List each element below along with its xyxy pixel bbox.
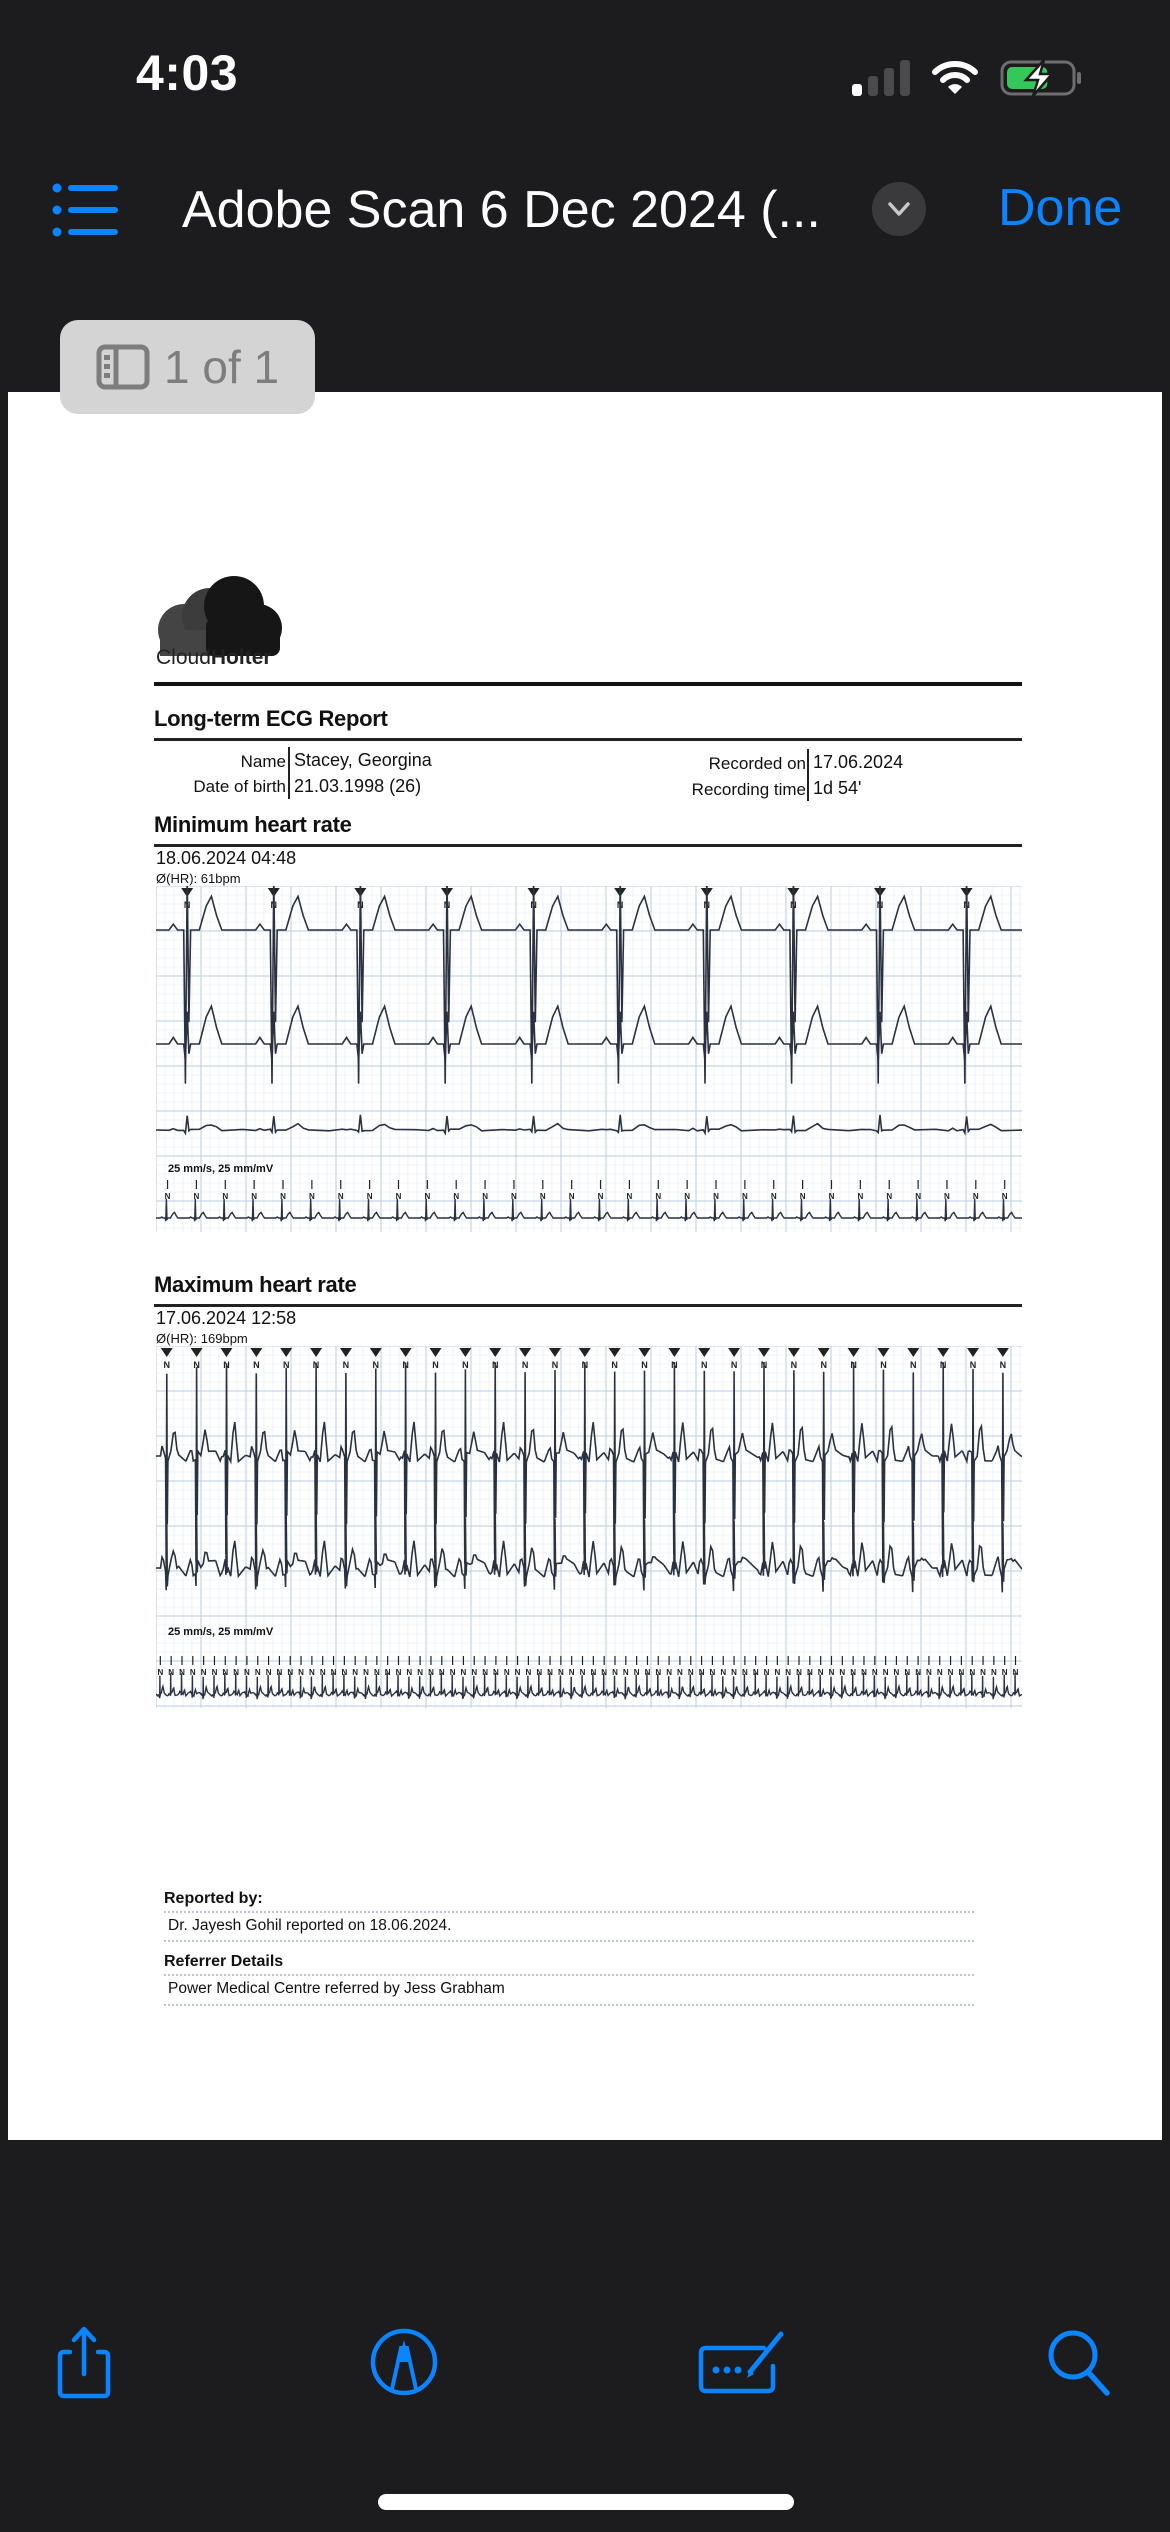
rhythm-beat-label: N bbox=[1001, 1192, 1008, 1201]
rhythm-beat-label: N bbox=[157, 1668, 164, 1677]
rhythm-beat-label: N bbox=[482, 1668, 488, 1677]
page-indicator[interactable] bbox=[60, 320, 315, 414]
beat-marker bbox=[220, 1348, 232, 1357]
beat-label: N bbox=[163, 1360, 171, 1370]
reported-by-label: Reported by: bbox=[164, 1890, 263, 1907]
rhythm-beat-label: N bbox=[958, 1668, 965, 1677]
rhythm-beat-label: N bbox=[280, 1192, 286, 1201]
rhythm-beat-label: N bbox=[200, 1668, 207, 1677]
rhythm-beat-label: N bbox=[428, 1668, 434, 1677]
signature-icon bbox=[696, 2326, 792, 2398]
rhythm-beat-label: N bbox=[424, 1192, 431, 1201]
rhythm-beat-label: N bbox=[482, 1192, 488, 1201]
rhythm-beat-label: N bbox=[644, 1668, 651, 1677]
markup-button[interactable] bbox=[364, 2322, 444, 2402]
rhythm-beat-label: N bbox=[1001, 1668, 1008, 1677]
document-page[interactable] bbox=[8, 392, 1162, 2140]
rhythm-beat-label: N bbox=[839, 1668, 846, 1677]
rhythm-beat-label: N bbox=[308, 1192, 315, 1201]
rhythm-beat-label: N bbox=[677, 1668, 683, 1677]
dob-label: Date of birth bbox=[193, 777, 286, 796]
rhythm-beat-label: N bbox=[557, 1668, 564, 1677]
beat-marker bbox=[549, 1348, 561, 1357]
beat-label: N bbox=[850, 1360, 857, 1370]
rhythm-beat-label: N bbox=[720, 1668, 727, 1677]
beat-label: N bbox=[880, 1360, 887, 1370]
rhythm-beat-label: N bbox=[655, 1192, 662, 1201]
rhythm-beat-label: N bbox=[741, 1192, 748, 1201]
beat-marker bbox=[489, 1348, 501, 1357]
referrer-label: Referrer Details bbox=[164, 1953, 284, 1970]
rhythm-beat-label: N bbox=[763, 1668, 770, 1677]
rhythm-beat-label: N bbox=[265, 1668, 272, 1677]
rhythm-beat-label: N bbox=[233, 1668, 239, 1677]
beat-marker bbox=[161, 1348, 173, 1357]
beat-marker bbox=[310, 1348, 322, 1357]
rhythm-beat-label: N bbox=[179, 1668, 185, 1677]
beat-label: N bbox=[193, 1360, 200, 1370]
rhythm-beat-label: N bbox=[460, 1668, 467, 1677]
recorded-on-label: Recorded on bbox=[708, 754, 806, 773]
beat-label: N bbox=[969, 1360, 977, 1370]
rhythm-beat-label: N bbox=[287, 1668, 294, 1677]
beat-marker bbox=[579, 1348, 591, 1357]
rhythm-beat-label: N bbox=[893, 1668, 900, 1677]
beat-label: N bbox=[910, 1360, 917, 1370]
beat-label: N bbox=[820, 1360, 827, 1370]
rhythm-beat-label: N bbox=[687, 1668, 694, 1677]
max-hr-ecg-strip bbox=[156, 1346, 1022, 1708]
beat-label: N bbox=[462, 1360, 469, 1370]
max-hr-scale: 25 mm/s, 25 mm/mV bbox=[168, 1626, 274, 1638]
min-hr-ecg-strip bbox=[156, 886, 1022, 1232]
ecg-grid bbox=[156, 886, 1022, 1232]
beat-marker bbox=[907, 1348, 919, 1357]
rhythm-beat-label: N bbox=[568, 1192, 575, 1201]
rhythm-beat-label: N bbox=[539, 1192, 546, 1201]
done-button[interactable]: Done bbox=[998, 179, 1123, 237]
rhythm-beat-label: N bbox=[514, 1668, 521, 1677]
rhythm-beat-label: N bbox=[622, 1668, 629, 1677]
rhythm-beat-label: N bbox=[796, 1668, 802, 1677]
cellular-signal-icon bbox=[852, 60, 910, 96]
rhythm-beat-label: N bbox=[633, 1668, 640, 1677]
search-button[interactable] bbox=[1040, 2322, 1120, 2402]
rhythm-beat-label: N bbox=[406, 1668, 413, 1677]
rhythm-beat-label: N bbox=[511, 1192, 517, 1201]
brand-bold: Holter bbox=[210, 646, 272, 669]
rhythm-beat-label: N bbox=[373, 1668, 380, 1677]
beat-label: N bbox=[671, 1360, 678, 1370]
ecg-lead-trace-2 bbox=[156, 1507, 1022, 1592]
divider bbox=[164, 1911, 974, 1913]
report-title: Long-term ECG Report bbox=[154, 706, 388, 731]
rhythm-beat-label: N bbox=[341, 1668, 348, 1677]
rhythm-beat-label: N bbox=[568, 1668, 575, 1677]
rhythm-beat-label: N bbox=[936, 1668, 943, 1677]
beat-label: N bbox=[963, 900, 970, 910]
rhythm-beat-label: N bbox=[972, 1192, 979, 1201]
rhythm-beat-label: N bbox=[817, 1668, 824, 1677]
rhythm-beat-label: N bbox=[980, 1668, 986, 1677]
rhythm-beat-label: N bbox=[990, 1668, 997, 1677]
rhythm-beat-label: N bbox=[915, 1192, 921, 1201]
beat-label: N bbox=[703, 900, 711, 910]
status-icons bbox=[852, 56, 1084, 100]
rhythm-beat-label: N bbox=[926, 1668, 932, 1677]
beat-label: N bbox=[790, 1360, 798, 1370]
rhythm-beat-label: N bbox=[438, 1668, 445, 1677]
beat-marker bbox=[430, 1348, 442, 1357]
rhythm-beat-label: N bbox=[319, 1668, 326, 1677]
rhythm-beat-label: N bbox=[904, 1668, 911, 1677]
rhythm-beat-label: N bbox=[626, 1192, 633, 1201]
beat-marker bbox=[370, 1348, 382, 1357]
beat-label: N bbox=[641, 1360, 648, 1370]
rhythm-beat-label: N bbox=[211, 1668, 218, 1677]
sidebar-icon bbox=[96, 344, 150, 390]
rhythm-beat-label: N bbox=[915, 1668, 921, 1677]
min-hr-heading: Minimum heart rate bbox=[154, 812, 352, 837]
beat-label: N bbox=[357, 900, 364, 910]
recorded-on-value: 17.06.2024 bbox=[807, 749, 903, 775]
wifi-icon bbox=[932, 60, 978, 96]
beat-marker bbox=[877, 1348, 889, 1357]
beat-label: N bbox=[432, 1360, 439, 1370]
rhythm-beat-label: N bbox=[244, 1668, 250, 1677]
beat-marker bbox=[519, 1348, 531, 1357]
beat-marker bbox=[728, 1348, 740, 1357]
beat-marker bbox=[698, 1348, 710, 1357]
rhythm-beat-label: N bbox=[601, 1668, 608, 1677]
dob-value: 21.03.1998 (26) bbox=[288, 773, 421, 799]
list-icon bbox=[52, 178, 122, 242]
rhythm-beat-label: N bbox=[547, 1668, 553, 1677]
divider bbox=[154, 1304, 1022, 1307]
beat-label: N bbox=[551, 1360, 559, 1370]
home-indicator[interactable] bbox=[378, 2494, 794, 2510]
rhythm-beat-label: N bbox=[308, 1668, 315, 1677]
share-button[interactable] bbox=[44, 2322, 124, 2402]
divider bbox=[164, 2004, 974, 2006]
page-count-text: 1 of 1 bbox=[164, 341, 280, 393]
rhythm-beat-label: N bbox=[850, 1668, 857, 1677]
min-hr-datetime: 18.06.2024 04:48 bbox=[156, 848, 297, 868]
rhythm-beat-label: N bbox=[828, 1668, 835, 1677]
beat-marker bbox=[250, 1348, 262, 1357]
rhythm-beat-label: N bbox=[806, 1668, 813, 1677]
min-hr-average: Ø(HR): 61bpm bbox=[156, 871, 241, 886]
rhythm-beat-label: N bbox=[525, 1668, 532, 1677]
rhythm-beat-label: N bbox=[493, 1668, 499, 1677]
beat-label: N bbox=[760, 1360, 768, 1370]
beat-label: N bbox=[939, 1360, 947, 1370]
brand-logo-text bbox=[156, 646, 272, 670]
beat-label: N bbox=[312, 1360, 320, 1370]
beat-label: N bbox=[616, 900, 624, 910]
rhythm-beat-label: N bbox=[395, 1192, 402, 1201]
rhythm-beat-label: N bbox=[352, 1668, 359, 1677]
rhythm-beat-label: N bbox=[164, 1192, 171, 1201]
rhythm-beat-label: N bbox=[709, 1668, 716, 1677]
rhythm-beat-label: N bbox=[731, 1668, 737, 1677]
beat-marker bbox=[400, 1348, 412, 1357]
recording-time-value: 1d 54' bbox=[807, 775, 861, 801]
rhythm-beat-label: N bbox=[298, 1668, 304, 1677]
share-icon bbox=[52, 2324, 116, 2400]
brand-light: Cloud bbox=[156, 646, 211, 669]
name-label: Name bbox=[240, 752, 286, 771]
beat-label: N bbox=[581, 1360, 589, 1370]
beat-label: N bbox=[372, 1360, 380, 1370]
signal-bar bbox=[884, 68, 894, 96]
rhythm-beat-label: N bbox=[1012, 1668, 1019, 1677]
rhythm-beat-label: N bbox=[886, 1192, 893, 1201]
max-hr-datetime: 17.06.2024 12:58 bbox=[156, 1308, 297, 1328]
divider bbox=[164, 1974, 974, 1976]
beat-label: N bbox=[402, 1360, 409, 1370]
rhythm-beat-label: N bbox=[579, 1668, 586, 1677]
rhythm-strip-trace bbox=[156, 1673, 1022, 1699]
rhythm-beat-label: N bbox=[612, 1668, 618, 1677]
beat-marker bbox=[788, 1348, 800, 1357]
rhythm-beat-label: N bbox=[222, 1668, 229, 1677]
rhythm-beat-label: N bbox=[828, 1192, 835, 1201]
rhythm-beat-label: N bbox=[752, 1668, 759, 1677]
referrer-text: Power Medical Centre referred by Jess Grabham bbox=[168, 1980, 505, 1997]
status-time: 4:03 bbox=[136, 45, 239, 101]
beat-label: N bbox=[530, 900, 537, 910]
rhythm-beat-label: N bbox=[713, 1192, 719, 1201]
signal-bar bbox=[852, 84, 862, 96]
beat-label: N bbox=[253, 1360, 260, 1370]
title-menu-button[interactable] bbox=[872, 182, 926, 236]
beat-label: N bbox=[611, 1360, 618, 1370]
divider bbox=[154, 844, 1022, 847]
beat-label: N bbox=[701, 1360, 708, 1370]
rhythm-beat-label: N bbox=[774, 1668, 781, 1677]
rhythm-beat-label: N bbox=[363, 1668, 369, 1677]
rhythm-beat-label: N bbox=[698, 1668, 705, 1677]
rhythm-beat-label: N bbox=[536, 1668, 543, 1677]
chevron-down-icon bbox=[886, 200, 912, 218]
beat-label: N bbox=[282, 1360, 290, 1370]
ecg-lead-trace-2 bbox=[156, 1006, 1022, 1060]
signal-bar bbox=[868, 76, 878, 96]
beat-label: N bbox=[443, 900, 451, 910]
rhythm-beat-label: N bbox=[193, 1192, 200, 1201]
ecg-lead-trace-3 bbox=[156, 1115, 1022, 1133]
beat-label: N bbox=[183, 900, 191, 910]
min-hr-scale: 25 mm/s, 25 mm/mV bbox=[168, 1163, 274, 1175]
rhythm-beat-label: N bbox=[254, 1668, 261, 1677]
beat-label: N bbox=[730, 1360, 738, 1370]
rhythm-beat-label: N bbox=[799, 1192, 806, 1201]
rhythm-beat-label: N bbox=[168, 1668, 175, 1677]
recording-time-label: Recording time bbox=[691, 780, 806, 799]
max-hr-ecg-svg bbox=[156, 1346, 1022, 1708]
divider bbox=[154, 738, 1022, 741]
name-value: Stacey, Georgina bbox=[288, 747, 432, 773]
beat-label: N bbox=[876, 900, 884, 910]
rhythm-beat-label: N bbox=[590, 1668, 597, 1677]
rhythm-beat-label: N bbox=[417, 1668, 424, 1677]
beat-label: N bbox=[521, 1360, 529, 1370]
rhythm-beat-label: N bbox=[189, 1668, 196, 1677]
rhythm-beat-label: N bbox=[453, 1192, 460, 1201]
rhythm-beat-label: N bbox=[944, 1192, 950, 1201]
rhythm-beat-label: N bbox=[384, 1668, 391, 1677]
rhythm-beat-label: N bbox=[251, 1192, 258, 1201]
rhythm-beat-label: N bbox=[449, 1668, 456, 1677]
rhythm-beat-label: N bbox=[503, 1668, 510, 1677]
rhythm-beat-label: N bbox=[655, 1668, 662, 1677]
beat-marker bbox=[609, 1348, 621, 1357]
beat-label: N bbox=[790, 900, 797, 910]
search-icon bbox=[1045, 2327, 1115, 2397]
rhythm-beat-label: N bbox=[471, 1668, 478, 1677]
max-hr-heading: Maximum heart rate bbox=[154, 1272, 357, 1297]
nav-bar bbox=[0, 160, 1170, 260]
max-hr-average: Ø(HR): 169bpm bbox=[156, 1331, 248, 1346]
beat-marker bbox=[668, 1348, 680, 1357]
rhythm-beat-label: N bbox=[741, 1668, 748, 1677]
beat-label: N bbox=[223, 1360, 230, 1370]
beat-label: N bbox=[999, 1360, 1007, 1370]
outline-menu-button[interactable] bbox=[52, 178, 122, 242]
rhythm-beat-label: N bbox=[947, 1668, 954, 1677]
rhythm-beat-label: N bbox=[684, 1192, 691, 1201]
rhythm-beat-label: N bbox=[222, 1192, 229, 1201]
rhythm-beat-label: N bbox=[276, 1668, 283, 1677]
beat-label: N bbox=[491, 1360, 499, 1370]
rhythm-beat-label: N bbox=[597, 1192, 604, 1201]
min-hr-ecg-svg bbox=[156, 886, 1022, 1232]
divider bbox=[154, 682, 1022, 686]
sign-button[interactable] bbox=[694, 2322, 794, 2402]
rhythm-beat-label: N bbox=[882, 1668, 889, 1677]
beat-label: N bbox=[342, 1360, 350, 1370]
beat-marker bbox=[818, 1348, 830, 1357]
signal-bar bbox=[900, 60, 910, 96]
rhythm-beat-label: N bbox=[861, 1668, 867, 1677]
rhythm-beat-label: N bbox=[337, 1192, 344, 1201]
rhythm-beat-label: N bbox=[871, 1668, 878, 1677]
beat-marker bbox=[340, 1348, 352, 1357]
divider bbox=[164, 1940, 974, 1942]
beat-marker bbox=[967, 1348, 979, 1357]
reported-by-text: Dr. Jayesh Gohil reported on 18.06.2024. bbox=[168, 1917, 452, 1934]
markup-pen-icon bbox=[368, 2326, 440, 2398]
rhythm-beat-label: N bbox=[969, 1668, 976, 1677]
document-title[interactable]: Adobe Scan 6 Dec 2024 (... bbox=[182, 181, 821, 239]
beat-marker bbox=[459, 1348, 471, 1357]
battery-charging-icon bbox=[1000, 58, 1084, 98]
rhythm-beat-label: N bbox=[330, 1668, 337, 1677]
rhythm-beat-label: N bbox=[395, 1668, 402, 1677]
beat-label: N bbox=[270, 900, 278, 910]
rhythm-beat-label: N bbox=[366, 1192, 373, 1201]
rhythm-beat-label: N bbox=[666, 1668, 672, 1677]
rhythm-beat-label: N bbox=[785, 1668, 792, 1677]
beat-marker bbox=[639, 1348, 651, 1357]
rhythm-beat-label: N bbox=[857, 1192, 864, 1201]
beat-marker bbox=[997, 1348, 1009, 1357]
rhythm-beat-label: N bbox=[770, 1192, 777, 1201]
